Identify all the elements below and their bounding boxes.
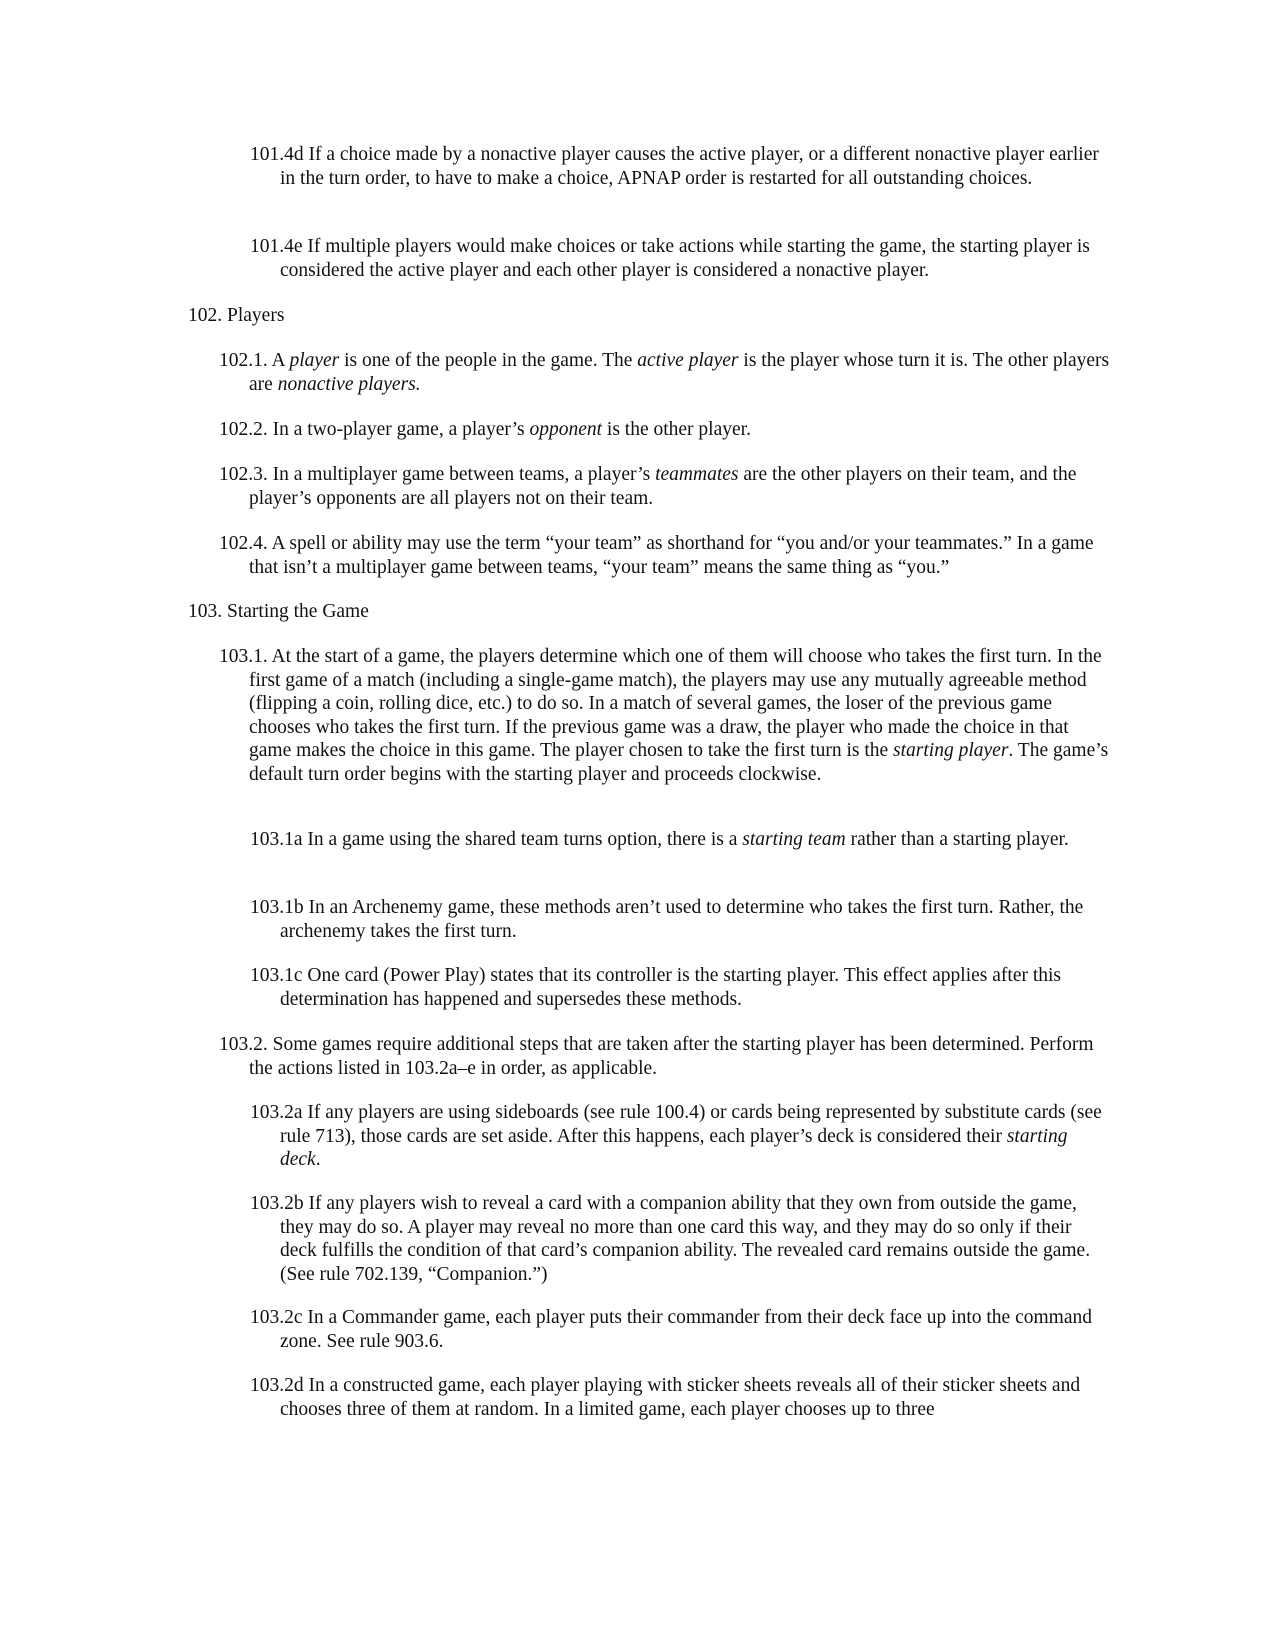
- rule-text: 102.4. A spell or ability may use the term “your team” as shorthand for “you and/or your teammates.” In a game that isn’t a multiplayer game between teams, “your team” means the same thing as “you.”: [219, 533, 1094, 578]
- rule-103-2d: [250, 1374, 1112, 1421]
- defined-term: starting player: [893, 740, 1009, 761]
- section-heading-102: [188, 304, 1082, 328]
- rule-text: 102.3. In a multiplayer game between teams, a player’s: [219, 464, 656, 485]
- rule-101-4d: [250, 143, 1112, 190]
- rule-103-1: [219, 645, 1112, 786]
- section-heading-103: [188, 600, 1082, 624]
- defined-term: starting team: [742, 829, 846, 850]
- rule-text: .: [315, 1149, 321, 1170]
- rule-text: are the other players on their team, and the player’s opponents are all players not on their team.: [249, 464, 1077, 509]
- rule-text: 103.2d In a constructed game, each player playing with sticker sheets reveals all of their sticker sheets and chooses three of them at random. In a limited game, each player chooses up to three: [250, 1375, 1081, 1420]
- defined-term: opponent: [529, 419, 603, 440]
- rule-text: 103.1a In a game using the shared team turns option, there is a: [250, 829, 743, 850]
- defined-term: nonactive players.: [277, 373, 421, 395]
- rule-text: 103.1. At the start of a game, the players determine which one of them will choose who takes the first turn. In the first game of a match (including a single-game match), the players may use any mutually agreeable method (flipping a coin, rolling dice, etc.) to do so. In a match of several games, the loser of the previous game chooses who takes the first turn. If the previous game was a draw, the player who made the choice in that game makes the choice in this game. The player chosen to take the first turn is the: [219, 646, 1102, 761]
- rule-text: is one of the people in the game. The: [339, 350, 638, 371]
- rule-103-2a: [250, 1101, 1112, 1172]
- rule-102-2: [219, 418, 1112, 442]
- rule-text: rather than a starting player.: [845, 829, 1069, 850]
- rule-102-1: [219, 349, 1112, 396]
- rule-102-3: [219, 463, 1112, 510]
- rule-103-2c: [250, 1306, 1112, 1353]
- defined-term: player: [289, 350, 340, 371]
- defined-term: active player: [637, 350, 739, 371]
- rule-text: 102. Players: [188, 305, 285, 326]
- rule-text: 102.1. A: [219, 350, 290, 371]
- rule-103-1b: [250, 896, 1112, 943]
- rule-103-1a: [250, 828, 1112, 852]
- rule-103-2: [219, 1033, 1112, 1080]
- rule-text: . The game’s default turn order begins with the starting player and proceeds clockwise.: [249, 740, 1109, 785]
- rule-text: 101.4d If a choice made by a nonactive player causes the active player, or a different nonactive player earlier in the turn order, to have to make a choice, APNAP order is restarted for all outstanding choices.: [250, 144, 1099, 189]
- rule-text: 103.2. Some games require additional steps that are taken after the starting player has been determined. Perform the actions listed in 103.2a–e in order, as applicable.: [219, 1034, 1094, 1079]
- rule-text: is the other player.: [602, 419, 751, 440]
- rule-text: 103.2b If any players wish to reveal a card with a companion ability that they own from outside the game, they may do so. A player may reveal no more than one card this way, and they may do so only if their deck fulfills the condition of that card’s companion ability. The revealed card remains outside the game. (See rule 702.139, “Companion.”): [250, 1193, 1091, 1285]
- rule-text: 103.1c One card (Power Play) states that its controller is the starting player. This effect applies after this determination has happened and supersedes these methods.: [250, 965, 1062, 1010]
- defined-term: teammates: [655, 464, 739, 485]
- rule-text: 103.2c In a Commander game, each player puts their commander from their deck face up into the command zone. See rule 903.6.: [250, 1307, 1092, 1352]
- rule-103-1c: [250, 964, 1112, 1011]
- rule-101-4e: [250, 235, 1112, 282]
- rule-102-4: [219, 532, 1112, 579]
- rule-text: 102.2. In a two-player game, a player’s: [219, 419, 530, 440]
- rule-text: 101.4e If multiple players would make choices or take actions while starting the game, the starting player is considered the active player and each other player is considered a nonactive player.: [250, 236, 1090, 281]
- rule-text: 103. Starting the Game: [188, 601, 369, 622]
- defined-term: starting deck: [280, 1125, 1068, 1170]
- rule-text: 103.2a If any players are using sideboards (see rule 100.4) or cards being represented by substitute cards (see rule 713), those cards are set aside. After this happens, each player’s deck is considered their: [250, 1102, 1102, 1147]
- rule-text: 103.1b In an Archenemy game, these methods aren’t used to determine who takes the first turn. Rather, the archenemy takes the first turn.: [250, 897, 1084, 942]
- rule-text: is the player whose turn it is. The other players are: [249, 350, 1110, 395]
- rule-103-2b: [250, 1192, 1112, 1286]
